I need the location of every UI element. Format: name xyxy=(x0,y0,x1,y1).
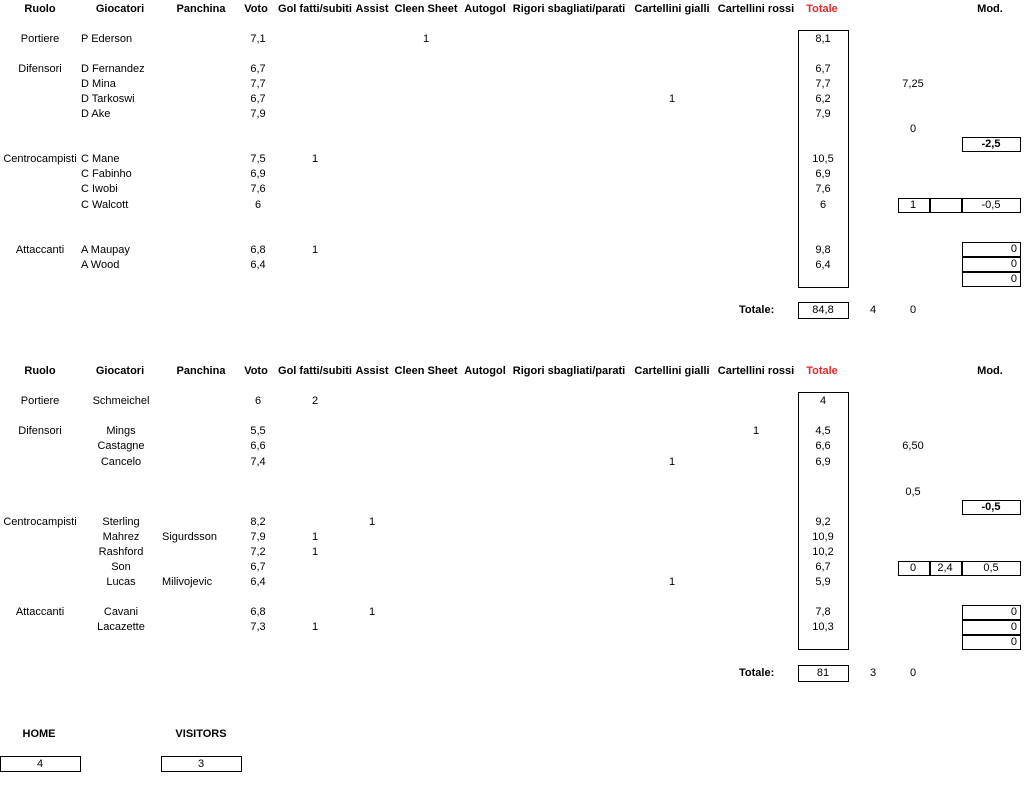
header-assist: Assist xyxy=(355,365,389,377)
player-name: A Maupay xyxy=(81,244,130,256)
header-rossi: Cartellini rossi xyxy=(717,365,795,377)
visitors-label: VISITORS xyxy=(175,728,227,740)
player-name: Castagne xyxy=(97,440,145,452)
header-totale: Totale xyxy=(806,3,838,15)
totale-label: Totale: xyxy=(739,304,775,316)
header-gialli: Cartellini gialli xyxy=(634,3,710,15)
player-totale: 5,9 xyxy=(815,576,831,588)
mod-mid-a: 0 xyxy=(909,562,917,574)
player-gol: 1 xyxy=(311,546,319,558)
mod-def-avg: 7,25 xyxy=(902,78,924,90)
totale-value: 81 xyxy=(816,667,830,679)
header-rigori: Rigori sbagliati/parati xyxy=(512,3,626,15)
player-voto: 7,2 xyxy=(250,546,266,558)
header-gol: Gol fatti/subiti xyxy=(278,3,352,15)
header-ruolo: Ruolo xyxy=(24,365,56,377)
role-portiere: Portiere xyxy=(20,395,60,407)
player-name: A Wood xyxy=(81,259,120,271)
player-voto: 6 xyxy=(254,395,262,407)
player-voto: 7,4 xyxy=(250,456,266,468)
player-gialli: 1 xyxy=(668,456,676,468)
mod-mid-box-b xyxy=(930,198,962,213)
player-voto: 7,9 xyxy=(250,531,266,543)
header-panchina: Panchina xyxy=(176,365,226,377)
player-name: C Iwobi xyxy=(81,183,118,195)
role-centrocampisti: Centrocampisti xyxy=(3,153,77,165)
player-totale: 10,3 xyxy=(812,621,834,633)
player-totale: 9,8 xyxy=(815,244,831,256)
goals-value: 3 xyxy=(869,667,877,679)
player-name: Lacazette xyxy=(97,621,145,633)
player-name: Cavani xyxy=(103,606,139,618)
player-name: D Ake xyxy=(81,108,111,120)
player-voto: 8,2 xyxy=(250,516,266,528)
player-name: Son xyxy=(111,561,131,573)
header-voto: Voto xyxy=(244,3,268,15)
player-voto: 6,7 xyxy=(250,93,266,105)
header-clean-sheet: Cleen Sheet xyxy=(394,3,458,15)
goals-value: 4 xyxy=(869,304,877,316)
player-voto: 7,1 xyxy=(250,33,266,45)
mod-mid-b: 2,4 xyxy=(937,562,953,574)
mod-def-avg: 6,50 xyxy=(902,440,924,452)
player-name: P Ederson xyxy=(81,33,133,45)
player-voto: 6,7 xyxy=(250,561,266,573)
header-mod: Mod. xyxy=(977,365,1003,377)
extra-value: 0 xyxy=(909,304,917,316)
role-difensori: Difensori xyxy=(18,425,62,437)
player-totale: 6,7 xyxy=(815,561,831,573)
player-voto: 6 xyxy=(254,199,262,211)
player-name: Rashford xyxy=(98,546,144,558)
extra-value: 0 xyxy=(909,667,917,679)
mod-def-value: -0,5 xyxy=(981,501,1001,513)
player-totale: 4,5 xyxy=(815,425,831,437)
header-autogol: Autogol xyxy=(464,365,506,377)
header-ruolo: Ruolo xyxy=(24,3,56,15)
player-name: Schmeichel xyxy=(92,395,150,407)
player-name: Lucas xyxy=(106,576,136,588)
player-assist: 1 xyxy=(368,606,376,618)
home-label: HOME xyxy=(22,728,56,740)
mod-def-value: -2,5 xyxy=(981,138,1001,150)
player-voto: 7,7 xyxy=(250,78,266,90)
player-bench: Milivojevic xyxy=(162,576,213,588)
mod-att-value: 0 xyxy=(1010,621,1017,633)
header-gialli: Cartellini gialli xyxy=(634,365,710,377)
player-totale: 6 xyxy=(819,199,827,211)
player-totale: 9,2 xyxy=(815,516,831,528)
player-voto: 7,9 xyxy=(250,108,266,120)
totale-value: 84,8 xyxy=(812,304,834,316)
player-totale: 7,7 xyxy=(815,78,831,90)
header-autogol: Autogol xyxy=(464,3,506,15)
header-assist: Assist xyxy=(355,3,389,15)
player-name: D Fernandez xyxy=(81,63,145,75)
player-gol: 1 xyxy=(311,153,319,165)
player-name: Mahrez xyxy=(102,531,140,543)
player-totale: 10,9 xyxy=(812,531,834,543)
player-totale: 6,2 xyxy=(815,93,831,105)
player-totale: 4 xyxy=(819,395,827,407)
mod-mid-value: -0,5 xyxy=(981,199,1001,211)
player-bench: Sigurdsson xyxy=(162,531,218,543)
totale-column-box xyxy=(798,392,849,650)
player-totale: 6,4 xyxy=(815,259,831,271)
player-name: Mings xyxy=(106,425,136,437)
header-voto: Voto xyxy=(244,365,268,377)
player-totale: 10,2 xyxy=(812,546,834,558)
player-rossi: 1 xyxy=(752,425,760,437)
player-gialli: 1 xyxy=(668,576,676,588)
player-totale: 6,6 xyxy=(815,440,831,452)
header-clean-sheet: Cleen Sheet xyxy=(394,365,458,377)
mod-mid-value: 0,5 xyxy=(983,562,999,574)
header-gol: Gol fatti/subiti xyxy=(278,365,352,377)
player-name: C Walcott xyxy=(81,199,129,211)
player-voto: 6,4 xyxy=(250,576,266,588)
header-totale: Totale xyxy=(806,365,838,377)
player-gol: 2 xyxy=(311,395,319,407)
player-voto: 7,5 xyxy=(250,153,266,165)
role-centrocampisti: Centrocampisti xyxy=(3,516,77,528)
home-score: 4 xyxy=(36,758,44,770)
player-totale: 6,7 xyxy=(815,63,831,75)
totale-label: Totale: xyxy=(739,667,775,679)
mod-att-value: 0 xyxy=(1010,636,1017,648)
header-giocatori: Giocatori xyxy=(95,3,145,15)
player-voto: 7,6 xyxy=(250,183,266,195)
header-rossi: Cartellini rossi xyxy=(717,3,795,15)
player-gol: 1 xyxy=(311,531,319,543)
mod-def-extra: 0,5 xyxy=(905,486,921,498)
player-assist: 1 xyxy=(368,516,376,528)
player-clean-sheet: 1 xyxy=(422,33,430,45)
visitors-score: 3 xyxy=(197,758,205,770)
header-rigori: Rigori sbagliati/parati xyxy=(512,365,626,377)
player-totale: 6,9 xyxy=(815,168,831,180)
player-name: Sterling xyxy=(102,516,140,528)
player-voto: 6,8 xyxy=(250,244,266,256)
player-gol: 1 xyxy=(311,244,319,256)
role-attaccanti: Attaccanti xyxy=(15,606,65,618)
player-voto: 6,6 xyxy=(250,440,266,452)
player-name: C Mane xyxy=(81,153,120,165)
mod-mid-a: 1 xyxy=(909,199,917,211)
player-name: C Fabinho xyxy=(81,168,132,180)
player-totale: 7,6 xyxy=(815,183,831,195)
player-name: D Tarkoswi xyxy=(81,93,135,105)
player-voto: 6,8 xyxy=(250,606,266,618)
player-name: D Mina xyxy=(81,78,116,90)
role-difensori: Difensori xyxy=(18,63,62,75)
player-voto: 6,7 xyxy=(250,63,266,75)
mod-def-extra: 0 xyxy=(909,123,917,135)
header-giocatori: Giocatori xyxy=(95,365,145,377)
player-gialli: 1 xyxy=(668,93,676,105)
role-portiere: Portiere xyxy=(20,33,60,45)
mod-att-value: 0 xyxy=(1010,606,1017,618)
header-mod: Mod. xyxy=(977,3,1003,15)
totale-column-box xyxy=(798,30,849,288)
player-totale: 7,9 xyxy=(815,108,831,120)
player-voto: 6,4 xyxy=(250,259,266,271)
role-attaccanti: Attaccanti xyxy=(15,244,65,256)
mod-att-value: 0 xyxy=(1010,243,1017,255)
player-voto: 7,3 xyxy=(250,621,266,633)
player-totale: 10,5 xyxy=(812,153,834,165)
player-voto: 5,5 xyxy=(250,425,266,437)
player-gol: 1 xyxy=(311,621,319,633)
player-totale: 7,8 xyxy=(815,606,831,618)
player-voto: 6,9 xyxy=(250,168,266,180)
player-totale: 8,1 xyxy=(815,33,831,45)
player-name: Cancelo xyxy=(100,456,142,468)
player-totale: 6,9 xyxy=(815,456,831,468)
mod-att-value: 0 xyxy=(1010,258,1017,270)
mod-att-value: 0 xyxy=(1010,273,1017,285)
header-panchina: Panchina xyxy=(176,3,226,15)
